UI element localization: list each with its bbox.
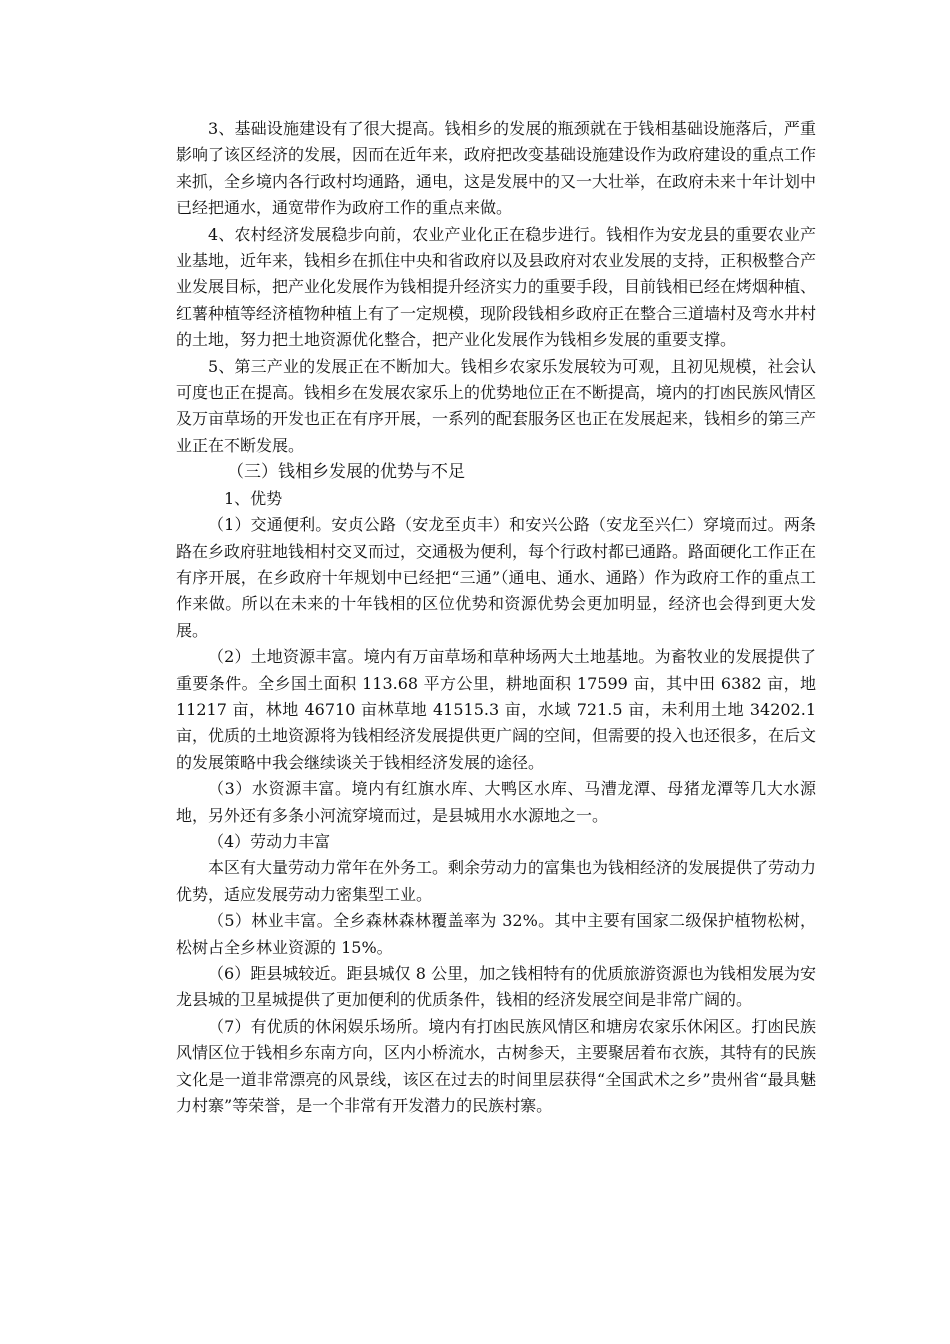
paragraph-infrastructure: 3、基础设施建设有了很大提高。钱相乡的发展的瓶颈就在于钱相基础设施落后，严重影响了该区经济的发展，因而在近年来，政府把改变基础设施建设作为政府建设的重点工作来抓，全乡境内各行政村均通路，通电，这是发展中的又一大壮举，在政府未来十年计划中已经把通水，通宽带作为政府工作的重点来做。 xyxy=(176,119,817,218)
document-page xyxy=(176,116,816,1119)
paragraph-proximity: （6）距县城较近。距县城仅 8 公里，加之钱相特有的优质旅游资源也为钱相发展为安龙县城的卫星城提供了更加便利的优质条件，钱相的经济发展空间是非常广阔的。 xyxy=(176,964,816,1010)
paragraph-labor: 本区有大量劳动力常年在外务工。剩余劳动力的富集也为钱相经济的发展提供了劳动力优势，适应发展劳动力密集型工业。 xyxy=(176,858,817,904)
paragraph-tertiary-industry: 5、第三产业的发展正在不断加大。钱相乡农家乐发展较为可观，且初见规模，社会认可度也正在提高。钱相乡在发展农家乐上的优势地位正在不断提高，境内的打凼民族风情区及万亩草场的开发也正在有序开展，一系列的配套服务区也正在发展起来，钱相乡的第三产业正在不断发展。 xyxy=(176,356,817,455)
section-heading: （三）钱相乡发展的优势与不足 xyxy=(227,462,465,483)
paragraph-land-resources: （2）土地资源丰富。境内有万亩草场和草种场两大土地基地。为畜牧业的发展提供了重要条件。全乡国土面积 113.68 平方公里，耕地面积 17599 亩，其中田 6382 亩，地 11217 亩，林地 46710 亩林草地 41515.3 亩，水域 721.5 亩，未利用土地 34202.1 亩，优质的土地资源将为钱相经济发展提供更广阔的空间，但需要的投入也还很多，在后文的发展策略中我会继续谈关于钱相经济发展的途径。 xyxy=(176,647,817,772)
subsection-heading: 1、优势 xyxy=(224,488,283,508)
paragraph-transport: （1）交通便利。安贞公路（安龙至贞丰）和安兴公路（安龙至兴仁）穿境而过。两条路在乡政府驻地钱相村交叉而过，交通极为便利，每个行政村都已通路。路面硬化工作正在有序开展，在乡政府十年规划中已经把“三通”（通电、通水、通路）作为政府工作的重点工作来做。所以在未来的十年钱相的区位优势和资源优势会更加明显，经济也会得到更大发展。 xyxy=(176,515,817,640)
paragraph-leisure: （7）有优质的休闲娱乐场所。境内有打凼民族风情区和塘房农家乐休闲区。打凼民族风情区位于钱相乡东南方向，区内小桥流水，古树参天，主要聚居着布衣族，其特有的民族文化是一道非常漂亮的风景线，该区在过去的时间里层获得“全国武术之乡”贵州省“最具魅力村寨”等荣誉，是一个非常有开发潜力的民族村寨。 xyxy=(176,1016,817,1116)
paragraph-labor-heading: （4）劳动力丰富 xyxy=(208,831,331,851)
paragraph-rural-economy: 4、农村经济发展稳步向前，农业产业化正在稳步进行。钱相作为安龙县的重要农业产业基地，近年来，钱相乡在抓住中央和省政府以及县政府对农业发展的支持，正积极整合产业发展目标，把产业化发展作为钱相提升经济实力的重要手段，目前钱相已经在烤烟种植、红薯种植等经济植物种植上有了一定规模，现阶段钱相乡政府正在整合三道墙村及弯水井村的土地，努力把土地资源优化整合，把产业化发展作为钱相乡发展的重要支撑。 xyxy=(176,224,817,350)
paragraph-forestry: （5）林业丰富。全乡森林森林覆盖率为 32%。其中主要有国家二级保护植物松树，松树占全乡林业资源的 15%。 xyxy=(176,911,816,957)
paragraph-water-resources: （3）水资源丰富。境内有红旗水库、大鸭区水库、马漕龙潭、母猪龙潭等几大水源地，另外还有多条小河流穿境而过，是县城用水水源地之一。 xyxy=(176,779,816,825)
